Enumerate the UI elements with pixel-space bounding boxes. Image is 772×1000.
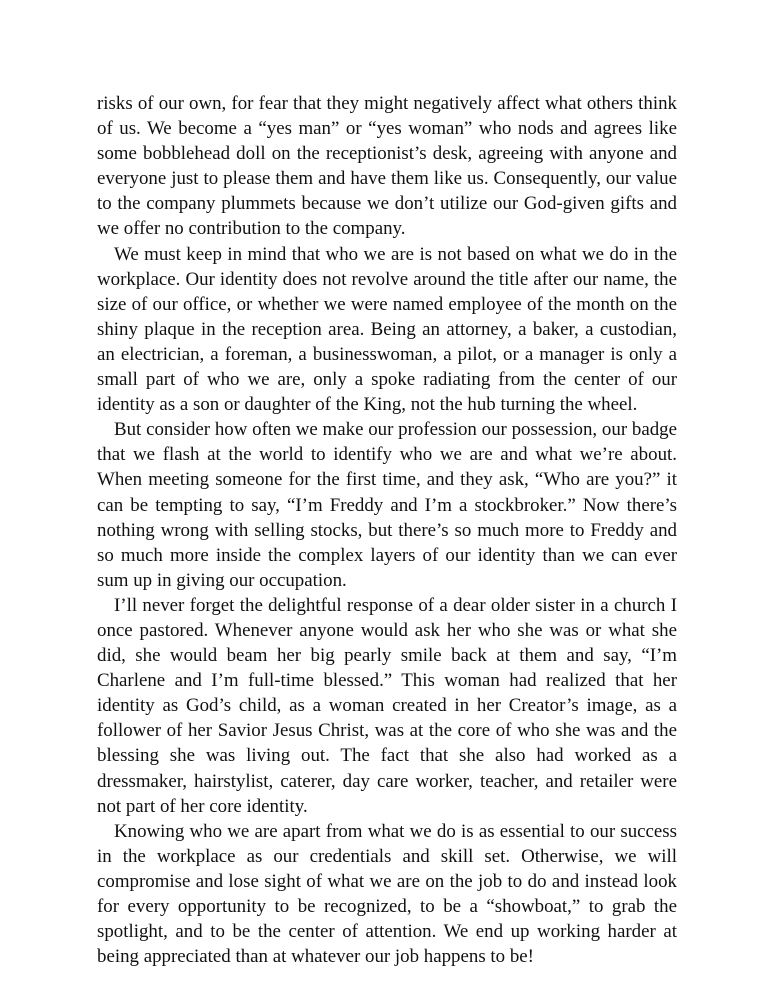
body-text xyxy=(97,91,677,969)
paragraph-5: Knowing who we are apart from what we do is as essential to our success in the workplace as our credentials and skill set. Otherwise, we will compromise and lose sight of what we are on the job to do and instead look for every opportunity to be recognized, to be a “showboat,” to grab the spotlight, and to be the center of attention. We end up working harder at being appreciated than at whatever our job happens to be! xyxy=(97,820,677,968)
paragraph-2: We must keep in mind that who we are is not based on what we do in the workplace. Our identity does not revolve around the title after our name, the size of our office, or whether we were named employee of the month on the shiny plaque in the reception area. Being an attorney, a baker, a custodian, an electrician, a foreman, a businesswoman, a pilot, or a manager is only a small part of who we are, only a spoke radiating from the center of our identity as a son or daughter of the King, not the hub turning the wheel. xyxy=(97,243,677,416)
paragraph-3: But consider how often we make our profession our possession, our badge that we flash at the world to identify who we are and what we’re about. When meeting someone for the first time, and they ask, “Who are you?” it can be tempting to say, “I’m Freddy and I’m a stockbroker.” Now there’s nothing wrong with selling stocks, but there’s so much more to Freddy and so much more inside the complex layers of our identity than we can ever sum up in giving our occupation. xyxy=(97,419,677,591)
paragraph-1: risks of our own, for fear that they might negatively affect what others think of us. We become a “yes man” or “yes woman” who nods and agrees like some bobblehead doll on the receptionist’s desk, agreeing with anyone and everyone just to please them and have them like us. Consequently, our value to the company plummets because we don’t utilize our God-given gifts and we offer no contribution to the company. xyxy=(97,93,677,240)
paragraph-4: I’ll never forget the delightful response of a dear older sister in a church I once pastored. Whenever anyone would ask her who she was or what she did, she would beam her big pearly smile back at them and say, “I’m Charlene and I’m full-time blessed.” This woman had realized that her identity as God’s child, as a woman created in her Creator’s image, as a follower of her Savior Jesus Christ, was at the core of who she was and the blessing she was living out. The fact that she also had worked as a dressmaker, hairstylist, caterer, day care worker, teacher, and retailer were not part of her core identity. xyxy=(97,594,677,817)
